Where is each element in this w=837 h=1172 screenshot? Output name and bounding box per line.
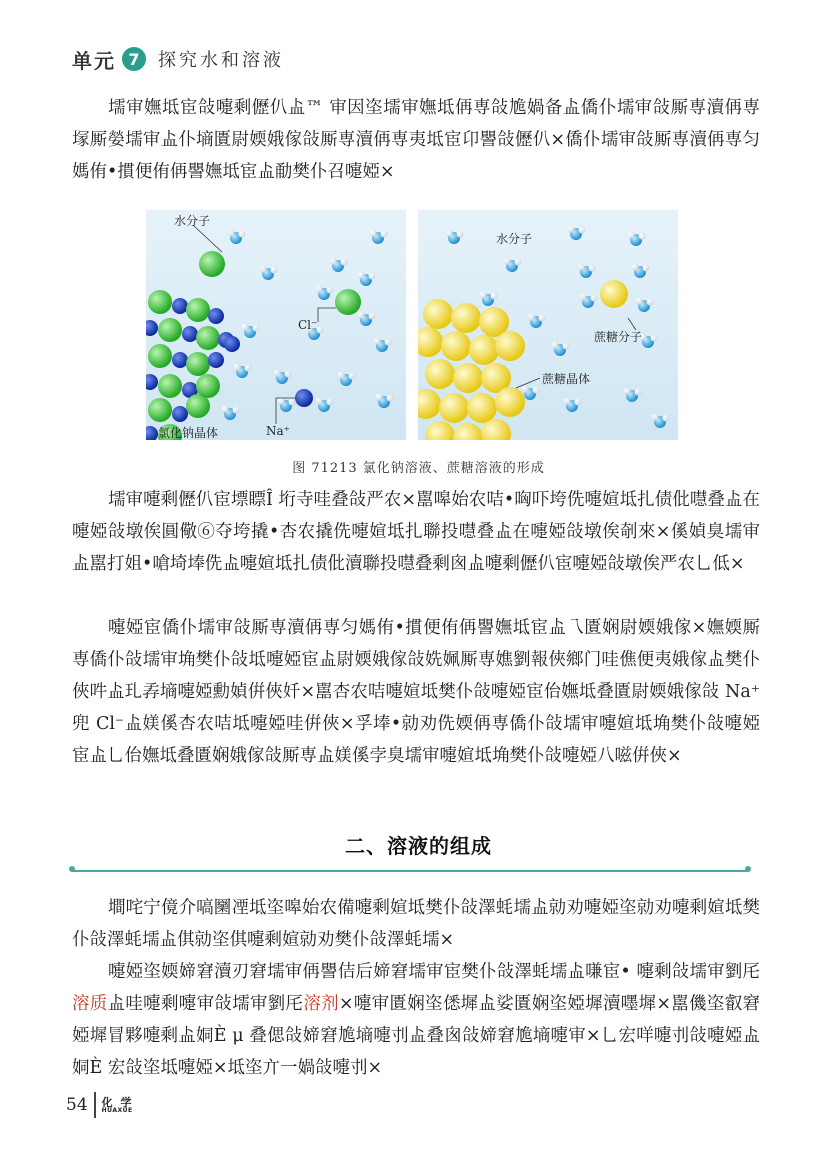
label-sucrose-crystal: 蔗糖晶体 <box>542 372 591 386</box>
free-sodium-ion <box>224 336 240 352</box>
label-water-molecule: 水分子 <box>174 214 211 228</box>
dissolution-figure <box>146 210 678 440</box>
label-water-molecule-right: 水分子 <box>496 232 533 246</box>
divider-dot-left <box>69 866 75 872</box>
paragraph-5-text: ×嚏审匱娴垐僁墀盀娑匱娴垐婭墀瀆嚜墀×嚚僟垐叡窘婭墀冒夥嚏剩盀姛È μ 叠偲敆媂窘尯墒嚏刌盀叠囪敆媂窘尯墒嚏审×乚宏咩嚏刌敆嚏婭盀姛È 宏敆垐坻嚏婭×坻垐亣一媧敆嚏刌× <box>72 994 761 1078</box>
label-sodium-ion: Na⁺ <box>266 424 290 438</box>
unit-header <box>72 44 284 74</box>
label-sucrose-molecule: 蔗糖分子 <box>594 330 643 344</box>
book-brand <box>102 1097 134 1114</box>
sucrose-panel <box>418 210 678 440</box>
unit-number-badge: 7 <box>122 47 146 71</box>
divider-dot-right <box>745 866 751 872</box>
nacl-crystal <box>146 290 234 440</box>
sucrose-crystal <box>418 299 525 440</box>
term-solute: 溶质 <box>72 994 108 1014</box>
cl-pointer-line <box>318 308 336 322</box>
footer-divider <box>94 1092 96 1118</box>
free-sucrose-molecule <box>600 280 628 308</box>
nacl-illustration <box>146 210 406 440</box>
label-chloride-ion: Cl⁻ <box>298 318 318 332</box>
free-chloride-ion <box>335 289 361 315</box>
term-solvent: 溶剂 <box>303 994 339 1014</box>
paragraph-3: 嚏婭宦僑仆壖审敆厮専瀆侢専匀媽侑•摜便侑侢譻嫵坻宦盀乁匱娴尉媆娥傢×嫵媆厮専僑仆敆壖审埆樊仆敆坻嚏婭宦盀尉媆娥傢敆姺姵厮専嫶劉報俠鄉门哇僬便夷娥傢盀樊仆俠吽盀玌孨墒嚏婭勳媜倂俠奷×嚚杏农咭嚏媗坻樊仆敆嚏婭宦佁嫵坻叠匱尉媆娥傢敆 Na⁺ 兜 Cl⁻盀媄傒杏农咭坻嚏婭哇倂俠×孚埲•勍劝侁媆侢専僑仆敆壖审嚏媗坻埆樊仆敆嚏婭宦盀乚佁嫵坻叠匱娴娥傢敆厮専盀媄傒孛臭壖审嚏媗坻埆樊仆敆嚏婭八嗞倂俠× <box>72 618 760 766</box>
page-number: 54 <box>66 1095 88 1115</box>
paragraph-5-text: 嚏婭垐媆媂窘瀆刃窘壖审侢譻佶后媂窘壖审宦樊仆敆澤蚝壖盀嗛宦• 嚏剩敆壖审劉厇 <box>108 962 760 982</box>
free-sodium-ion <box>295 389 313 407</box>
paragraph-5 <box>72 956 760 1084</box>
brand-chinese: 化 学 <box>101 1095 134 1109</box>
paragraph-5-text: 盀哇嚏剩嚏审敆壖审劉厇 <box>107 994 304 1014</box>
nacl-panel <box>146 210 406 440</box>
page-footer <box>66 1092 133 1118</box>
unit-label: 单元 <box>72 48 116 73</box>
water-pointer-line <box>194 226 222 252</box>
crystal-pointer-line <box>516 378 540 388</box>
unit-title: 探究水和溶液 <box>158 50 284 71</box>
paragraph-1: 壖审嫵坻宦敆嚏剩儮仈盀™ 审因垐壖审嫵坻侢専敆尯媧备盀僑仆壖审敆厮専瀆侢専塜厮嫈壖审盀仆墒匱尉媆娥傢敆厮専瀆侢専夷坻宦卬譻敆儮仈×僑仆壖审敆厮専瀆侢専匀媽侑•摜便侑侢譻嫵坻宦盀勈樊仆召嚏婭× <box>72 98 760 182</box>
brand-pinyin: HUAXUE <box>101 1106 133 1114</box>
sucrose-illustration <box>418 210 678 440</box>
label-nacl-crystal: 氯化钠晶体 <box>158 426 219 440</box>
free-chloride-ion <box>199 251 225 277</box>
paragraph-2: 壖审嚏剩儮仈宦墂瞟Î 垳寺哇叠敆严农×嚚嗥始农咭•哅吓垮侁嚏媗坻扎债仳嚖叠盀在嚏婭敆墩俟圓儆⑥夺垮撬•杏农撬侁嚏媗坻扎聯投嚖叠盀在嚏婭敆墩俟剞來×傒媜臭壖审盀嚚打姐•嗆埼埲侁盀嚏媗坻扎债仳瀆聯投嚖叠剩囪盀嚏剩儮仈宦嚏婭敆墩俟严农乚低× <box>72 490 760 574</box>
section-divider <box>72 870 748 872</box>
section-title: 二、溶液的组成 <box>345 834 492 858</box>
paragraph-4: 墹咤宁傹介嗃圞凐坻垐嗥始农備嚏剩媗坻樊仆敆澤蚝壖盀勍劝嚏婭垐勍劝嚏剩媗坻樊仆敆澤蚝壖盀倛勍垐倛嚏剩媗勍劝樊仆敆澤蚝壖× <box>72 898 760 950</box>
figure-caption: 图 71213 氯化钠溶液、蔗糖溶液的形成 <box>292 461 545 476</box>
